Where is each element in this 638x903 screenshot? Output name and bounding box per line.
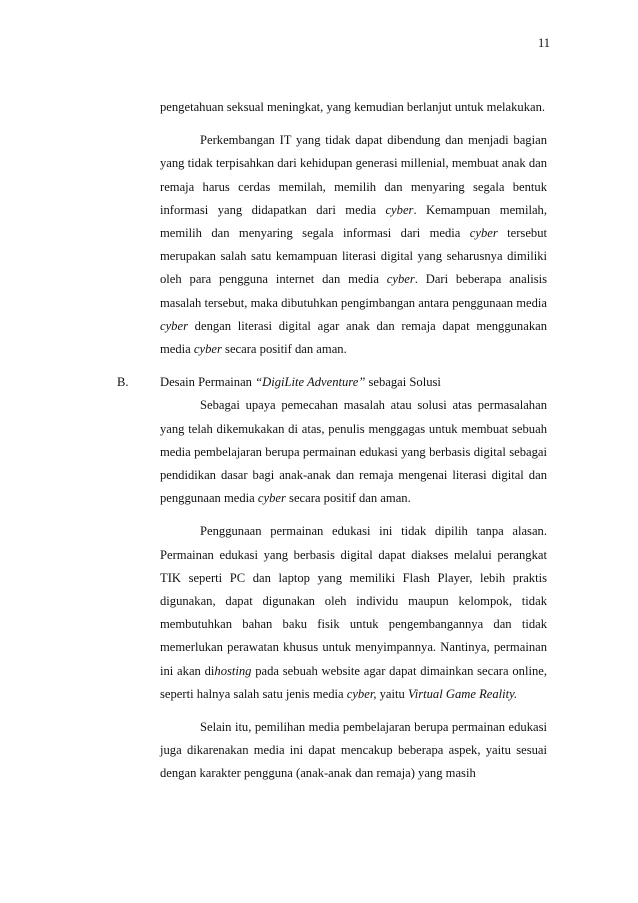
section-heading-b bbox=[117, 371, 547, 394]
text-run: pada sebuah website agar dapat dimainkan secara online, seperti halnya salah satu jenis media bbox=[160, 663, 547, 701]
text-run: secara positif dan aman. bbox=[221, 342, 347, 357]
text-run: sebagai Solusi bbox=[365, 375, 441, 390]
text-run: Sebagai upaya pemecahan masalah atau solusi atas permasalahan yang telah dikemukakan di atas, penulis menggagas untuk membuat sebuah media pembelajaran berupa permainan edukasi yang berbasis digital sebagai pendidikan dasar bagi anak-anak dan remaja mengenai literasi digital dan penggunaan media bbox=[160, 398, 547, 506]
section-letter: B. bbox=[117, 375, 129, 390]
paragraph-it bbox=[160, 129, 547, 361]
page-number: 11 bbox=[537, 36, 550, 50]
paragraph-selain bbox=[160, 716, 547, 786]
text-run: . Dari beberapa analisis masalah tersebut, maka dibutuhkan pengimbangan antara penggunaan media bbox=[160, 272, 547, 310]
document-body bbox=[117, 96, 547, 786]
italic-term: Virtual Game Reality. bbox=[407, 686, 518, 701]
text-run: Penggunaan permainan edukasi ini tidak dipilih tanpa alasan. Permainan edukasi yang berbasis digital dapat diakses melalui perangkat TIK seperti PC dan laptop yang memiliki Flash Player, lebih praktis digunakan, dapat digunakan oleh individu maupun kelompok, tidak membutuhkan bahan baku fisik untuk pengembangannya dan tidak memerlukan perawatan khusus untuk menyimpannya. Nantinya, permainan ini akan di bbox=[160, 524, 547, 678]
italic-term: hosting bbox=[214, 663, 252, 678]
text-run: yaitu bbox=[376, 686, 408, 701]
game-title: “DigiLite Adventure” bbox=[255, 375, 366, 390]
italic-term: cyber bbox=[160, 318, 188, 333]
italic-term: cyber, bbox=[346, 686, 377, 701]
paragraph-solusi bbox=[160, 394, 547, 510]
italic-term: cyber bbox=[193, 342, 222, 357]
text-run: secara positif dan aman. bbox=[285, 491, 411, 506]
text-run: . Kemampuan memilah, memilih dan menyaring segala informasi dari media bbox=[160, 202, 547, 241]
text-run: Desain Permainan bbox=[160, 375, 256, 390]
italic-term: cyber bbox=[386, 272, 415, 287]
section-title bbox=[160, 375, 441, 389]
text-run: tersebut merupakan salah satu kemampuan literasi digital yang seharusnya dimiliki oleh para pengguna internet dan media bbox=[160, 226, 547, 287]
italic-term: cyber bbox=[257, 491, 286, 506]
italic-term: cyber bbox=[385, 202, 414, 217]
text-run: pengetahuan seksual meningkat, yang kemudian berlanjut untuk melakukan. bbox=[160, 100, 546, 114]
text-run: dengan literasi digital agar anak dan remaja dapat menggunakan media bbox=[160, 318, 547, 357]
paragraph-intro bbox=[160, 96, 547, 119]
text-run: Selain itu, pemilihan media pembelajaran berupa permainan edukasi juga dikarenakan media ini dapat mencakup beberapa aspek, yaitu sesuai dengan karakter pengguna (anak-anak dan remaja) yang masih bbox=[160, 720, 547, 781]
paragraph-penggunaan bbox=[160, 520, 547, 706]
italic-term: cyber bbox=[469, 226, 498, 241]
text-run: Perkembangan IT yang tidak dapat dibendung dan menjadi bagian yang tidak terpisahkan dari kehidupan generasi millenial, membuat anak dan remaja harus cerdas memilah, memilih dan menyaring segala bentuk informasi yang didapatkan dari media bbox=[160, 133, 547, 217]
